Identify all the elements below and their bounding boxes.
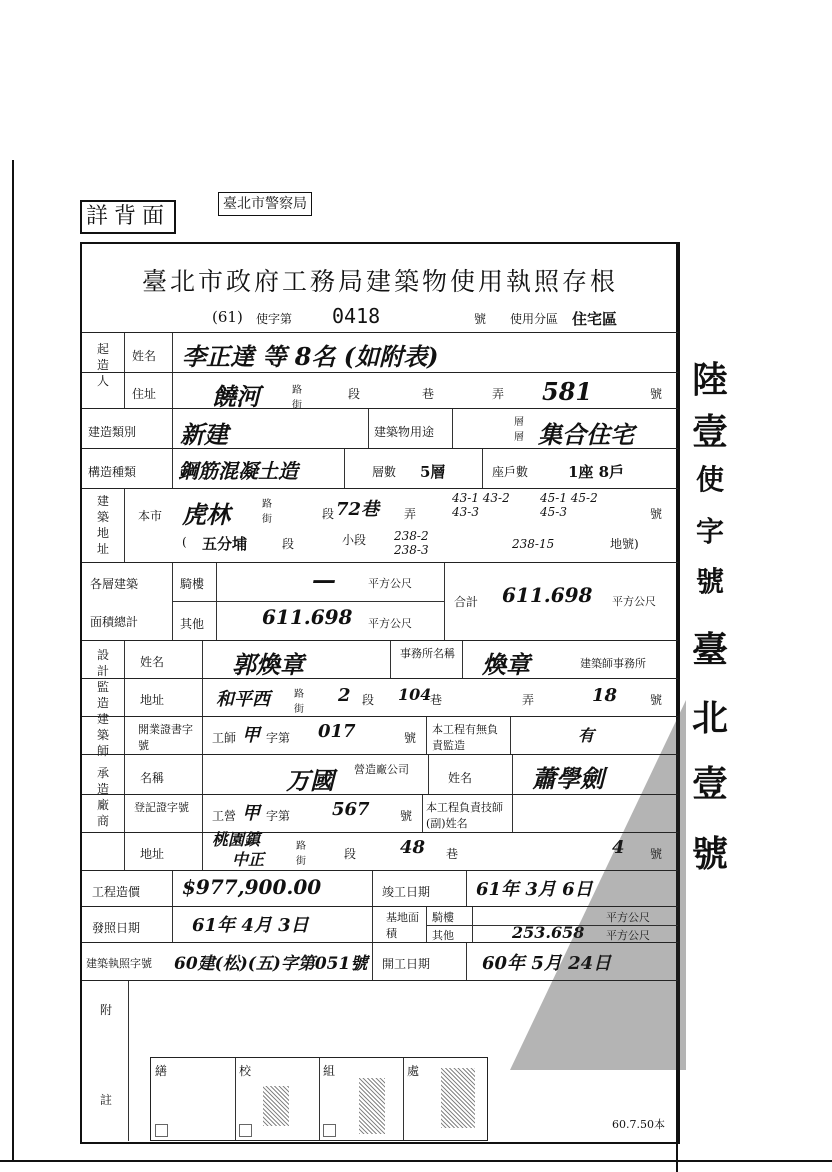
- sig-label-4: 處: [407, 1064, 420, 1078]
- cost-label: 工程造價: [92, 885, 141, 899]
- architect-road-label: 路街: [294, 689, 304, 715]
- permit-no-label: 建築執照字號: [86, 957, 152, 970]
- contractor-reg-prefix: 工營: [212, 809, 237, 823]
- area-arcade-unit: 平方公尺: [368, 577, 412, 590]
- site-seg-label: 段: [322, 507, 335, 521]
- site-road: 虎林: [182, 500, 230, 529]
- notes-label-top: 附: [100, 1003, 113, 1017]
- cost-value: $977,900.00: [182, 875, 322, 899]
- side-char: 字: [695, 515, 724, 548]
- architect-reg-no: 017: [318, 721, 356, 742]
- bottom-edge-line: [0, 1160, 832, 1162]
- architect-section-label: 設計監造建築師: [96, 648, 109, 758]
- architect-alley-label: 弄: [522, 693, 535, 707]
- site-lot-seg: 段: [282, 537, 295, 551]
- permit-suffix: 號: [474, 312, 487, 326]
- contractor-reg-no: 567: [332, 799, 370, 820]
- start-value: 60年 5月 24日: [482, 953, 612, 974]
- site-no-label: 號: [650, 507, 663, 521]
- architect-reg-label: 開業證書字號: [138, 723, 193, 752]
- architect-reg-mid: 字第: [266, 731, 291, 745]
- owner-seg-label: 段: [348, 387, 361, 401]
- sig-label-3: 組: [323, 1064, 336, 1078]
- category-row: [82, 408, 678, 449]
- contractor-addr-label: 地址: [140, 847, 165, 861]
- sig-label-2: 校: [239, 1064, 252, 1078]
- permit-line: [212, 306, 672, 330]
- architect-addr-road: 和平西: [216, 689, 270, 710]
- issue-label: 發照日期: [92, 921, 141, 935]
- seal-mark: [155, 1124, 168, 1137]
- side-char: 號: [691, 833, 728, 875]
- issue-value: 61年 4月 3日: [192, 915, 309, 936]
- architect-super-value: 有: [578, 726, 595, 745]
- contractor-seg-label: 段: [344, 847, 357, 861]
- architect-reg-prefix: 工師: [212, 731, 237, 745]
- site-lot-a: 238-2 238-3: [394, 529, 429, 557]
- handwritten-initial: [441, 1068, 475, 1128]
- base-arcade-unit: 平方公尺: [606, 911, 650, 924]
- side-char: 號: [695, 565, 724, 598]
- architect-no: 18: [592, 685, 618, 706]
- site-road-label: 路街: [262, 499, 272, 525]
- contractor-reg-label: 登記證字號: [134, 801, 189, 814]
- structure-row: [82, 448, 678, 489]
- category-label: 建造類別: [88, 425, 137, 439]
- owner-addr-label: 住址: [132, 387, 157, 401]
- contractor-name-value: 万國: [286, 766, 334, 795]
- contractor-reg-mid: 字第: [266, 809, 291, 823]
- document-tag: 詳背面: [80, 200, 176, 234]
- permit-year: (61): [212, 308, 243, 326]
- contractor-reg-grade: 甲: [242, 803, 260, 824]
- permit-prefix: 使字第: [256, 312, 293, 326]
- contractor-addr-town: 桃園鎮: [212, 830, 261, 849]
- handwritten-initial: [359, 1078, 385, 1134]
- use-value: 集合住宅: [538, 420, 634, 449]
- office-stamp: 臺北市警察局: [218, 192, 312, 216]
- site-row: [82, 488, 678, 563]
- base-other-unit: 平方公尺: [606, 929, 650, 942]
- contractor-person-value: 蕭學劍: [532, 764, 604, 793]
- owner-section-label: 起造人: [96, 342, 109, 388]
- start-label: 開工日期: [382, 957, 431, 971]
- side-char: 陸: [691, 359, 728, 401]
- architect-reg-grade: 甲: [242, 725, 260, 746]
- use-floor-label: 層層: [514, 417, 524, 443]
- area-total-label: 合計: [454, 595, 479, 609]
- area-section-a: 各層建築: [90, 577, 139, 591]
- site-lot-district: 五分埔: [202, 535, 248, 553]
- area-arcade-value: —: [312, 565, 336, 594]
- base-value: 253.658: [512, 923, 585, 942]
- area-section-b: 面積總計: [90, 615, 139, 629]
- architect-seg-label: 段: [362, 693, 375, 707]
- contractor-tech-label: 本工程負責技師(副)姓名: [426, 801, 503, 830]
- architect-no-label: 號: [650, 693, 663, 707]
- contractor-person-label: 姓名: [448, 771, 473, 785]
- owner-road-label: 路街: [292, 385, 302, 411]
- side-char: 北: [691, 697, 728, 739]
- site-alley-label: 弄: [404, 507, 417, 521]
- architect-office-value: 煥章: [482, 650, 530, 679]
- architect-lane: 104: [398, 685, 432, 704]
- site-lot-close: 地號): [610, 537, 639, 551]
- architect-name-label: 姓名: [140, 655, 165, 669]
- architect-lane-label: 巷: [430, 693, 443, 707]
- owner-addr-no: 581: [542, 377, 593, 406]
- contractor-no: 4: [612, 837, 625, 858]
- notes-label-bottom: 註: [100, 1093, 113, 1107]
- zone-label: 使用分區: [510, 312, 559, 326]
- contractor-kind-label: 營造廠公司: [354, 763, 409, 776]
- sig-label-1: 繕: [155, 1064, 168, 1078]
- owner-lane-label: 巷: [422, 387, 435, 401]
- side-char: 壹: [691, 763, 728, 805]
- site-nums-b: 45-1 45-2 45-3: [540, 491, 598, 519]
- site-section-label: 建築地址: [96, 494, 109, 556]
- floors-label: 層數: [372, 465, 397, 479]
- area-other-value: 611.698: [262, 605, 353, 629]
- seal-mark: [323, 1124, 336, 1137]
- base-other-label: 其他: [432, 929, 454, 942]
- owner-name-value: 李正達 等 8名 (如附表): [182, 342, 439, 371]
- site-lot-b: 238-15: [512, 537, 555, 551]
- base-arcade-label: 騎樓: [432, 911, 454, 924]
- owner-row-name: [82, 332, 678, 388]
- architect-seg: 2: [338, 685, 351, 706]
- folded-corner: [510, 700, 686, 1070]
- site-lot-sub: 小段: [342, 533, 367, 547]
- permit-number: 0418: [332, 304, 381, 328]
- site-nums-a: 43-1 43-2 43-3: [452, 491, 510, 519]
- zone-value: 住宅區: [572, 310, 618, 328]
- side-char: 使: [695, 463, 724, 496]
- area-total-value: 611.698: [502, 583, 593, 607]
- structure-label: 構造種類: [88, 465, 137, 479]
- signature-box: [150, 1057, 488, 1141]
- contractor-section-label: 承造廠商: [96, 766, 109, 828]
- owner-no-label: 號: [650, 387, 663, 401]
- left-edge-line: [12, 160, 14, 1160]
- seal-mark: [239, 1124, 252, 1137]
- architect-office-suffix: 建築師事務所: [580, 657, 646, 670]
- print-footer: 60.7.50本: [612, 1118, 665, 1131]
- architect-addr-label: 地址: [140, 693, 165, 707]
- contractor-name-label: 名稱: [140, 771, 165, 785]
- area-arcade-label: 騎樓: [180, 577, 205, 591]
- architect-super-label: 本工程有無負責監造: [432, 723, 498, 752]
- owner-row-address: [82, 372, 678, 409]
- site-city: 本市: [138, 509, 163, 523]
- architect-name-value: 郭煥章: [232, 650, 304, 679]
- area-total-unit: 平方公尺: [612, 595, 656, 608]
- units-label: 座戶數: [492, 465, 529, 479]
- contractor-road-label: 路街: [296, 841, 306, 867]
- base-label: 基地面積: [386, 911, 419, 940]
- area-row: [82, 562, 678, 641]
- architect-office-label: 事務所名稱: [400, 647, 455, 660]
- contractor-reg-suffix: 號: [400, 809, 413, 823]
- form-title: 臺北市政府工務局建築物使用執照存根: [141, 267, 618, 296]
- owner-name-label: 姓名: [132, 349, 157, 363]
- side-char: 臺: [691, 629, 728, 671]
- contractor-addr-road: 中正: [232, 850, 265, 869]
- permit-no-value: 60建(松)(五)字第051號: [174, 954, 368, 974]
- use-label: 建築物用途: [374, 425, 435, 439]
- area-other-unit: 平方公尺: [368, 617, 412, 630]
- contractor-lane: 48: [400, 837, 426, 858]
- contractor-no-label: 號: [650, 847, 663, 861]
- floors-value: 5層: [420, 463, 446, 481]
- side-char: 壹: [691, 411, 728, 453]
- finish-label: 竣工日期: [382, 885, 431, 899]
- site-lane: 72巷: [336, 499, 380, 520]
- category-value: 新建: [180, 420, 228, 449]
- handwritten-initial: [263, 1086, 289, 1126]
- finish-value: 61年 3月 6日: [476, 879, 593, 900]
- architect-reg-suffix: 號: [404, 731, 417, 745]
- owner-addr-road: 饒河: [212, 382, 260, 411]
- owner-alley-label: 弄: [492, 387, 505, 401]
- site-lot-open: (: [182, 535, 187, 549]
- units-value: 1座 8戶: [568, 463, 625, 481]
- area-other-label: 其他: [180, 617, 205, 631]
- structure-value: 鋼筋混凝土造: [178, 459, 298, 483]
- contractor-lane-label: 巷: [446, 847, 459, 861]
